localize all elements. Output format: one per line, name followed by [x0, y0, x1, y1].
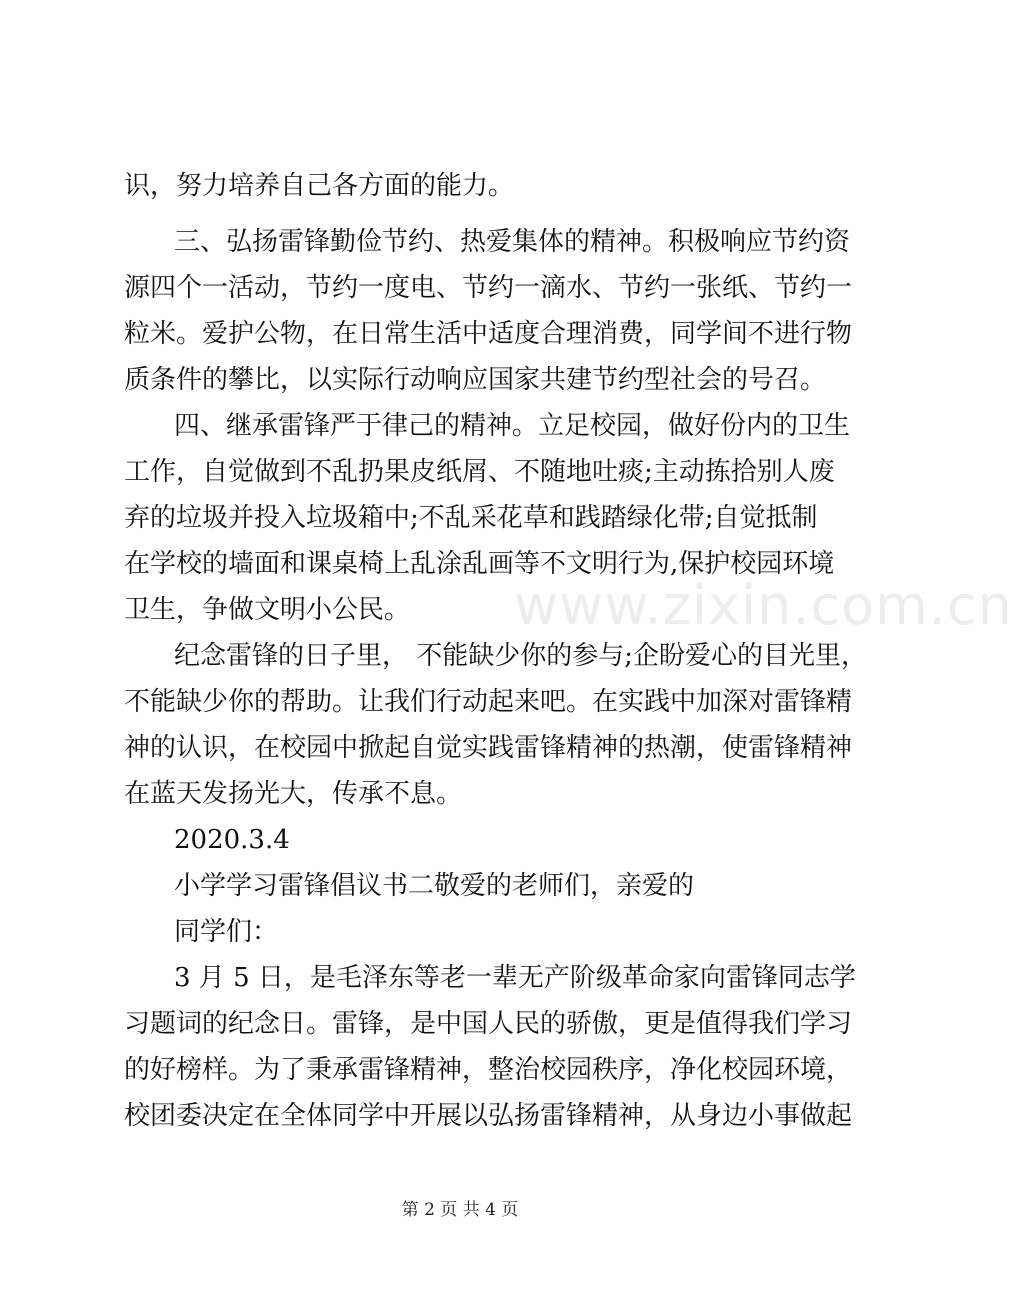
- text-line: 的好榜样。为了秉承雷锋精神，整治校园秩序，净化校园环境，: [124, 1055, 853, 1085]
- paragraph-start-line: 三、弘扬雷锋勤俭节约、热爱集体的精神。积极响应节约资: [174, 227, 851, 257]
- heading-line: 小学学习雷锋倡议书二敬爱的老师们，亲爱的: [174, 871, 695, 901]
- text-line: 粒米。爱护公物，在日常生活中适度合理消费，同学间不进行物: [124, 319, 853, 349]
- paragraph-start-line: 四、继承雷锋严于律己的精神。立足校园，做好份内的卫生: [174, 411, 851, 441]
- page-footer: 第 2 页 共 4 页: [401, 1200, 519, 1220]
- text-line: 识，努力培养自己各方面的能力。: [124, 171, 515, 201]
- text-line: 神的认识，在校园中掀起自觉实践雷锋精神的热潮，使雷锋精神: [124, 733, 853, 763]
- text-line: 质条件的攀比，以实际行动响应国家共建节约型社会的号召。: [124, 365, 827, 395]
- text-line: 工作，自觉做到不乱扔果皮纸屑、不随地吐痰;主动拣拾别人废: [124, 457, 835, 487]
- text-line: 弃的垃圾并投入垃圾箱中;不乱采花草和践踏绿化带;自觉抵制: [124, 503, 818, 533]
- text-line: 在蓝天发扬光大，传承不息。: [124, 779, 463, 809]
- paragraph-start-line: 3 月 5 日，是毛泽东等老一辈无产阶级革命家向雷锋同志学: [174, 963, 856, 993]
- watermark: www.zixin.com.cn: [514, 574, 1013, 637]
- paragraph-start-line: 纪念雷锋的日子里， 不能缺少你的参与;企盼爱心的目光里，: [174, 641, 868, 671]
- text-line: 不能缺少你的帮助。让我们行动起来吧。在实践中加深对雷锋精: [124, 687, 853, 717]
- text-line: 源四个一活动，节约一度电、节约一滴水、节约一张纸、节约一: [124, 273, 853, 303]
- salutation-line: 同学们：: [174, 917, 279, 947]
- text-line: 习题词的纪念日。雷锋，是中国人民的骄傲，更是值得我们学习: [124, 1009, 853, 1039]
- date-line: 2020.3.4: [174, 825, 290, 855]
- text-line: 在学校的墙面和课桌椅上乱涂乱画等不文明行为,保护校园环境: [124, 549, 835, 579]
- text-line: 校团委决定在全体同学中开展以弘扬雷锋精神，从身边小事做起: [124, 1101, 853, 1131]
- text-line: 卫生，争做文明小公民。: [124, 595, 411, 625]
